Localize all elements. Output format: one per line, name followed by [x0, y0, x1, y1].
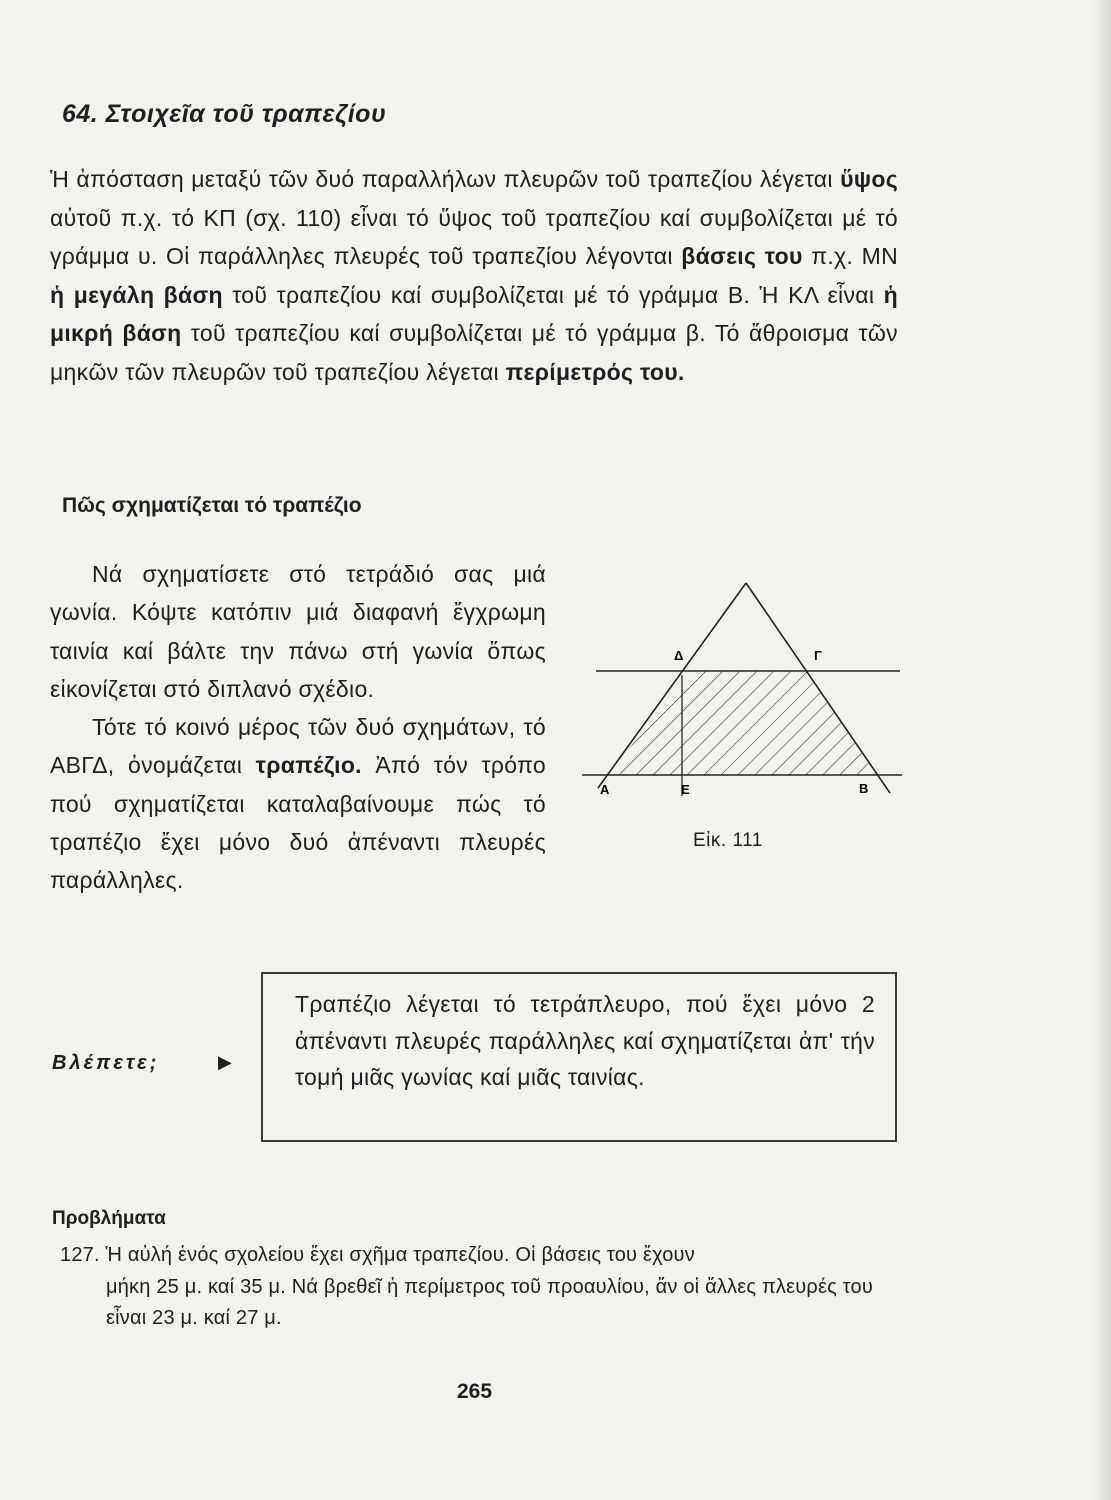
problem-127	[60, 1240, 908, 1335]
formation-heading: Πῶς σχηματίζεται τό τραπέζιο	[62, 494, 362, 517]
trapezium-shaded-region	[608, 671, 876, 775]
section-title: Στοιχεῖα τοῦ τραπεζίου	[105, 100, 387, 128]
figure-caption: Εἰκ. 111	[693, 830, 763, 851]
formation-p2-text-a: Τότε τό κοινό μέρος τῶν δυό σχημάτων, τό ΑΒΓΔ, ὀνομάζεται	[50, 714, 546, 779]
page-edge-shadow	[1093, 0, 1111, 1500]
definition-box	[261, 972, 897, 1142]
see-arrow-icon: ▶	[218, 1052, 232, 1072]
problem-127-line-1: 127. Ἡ αὐλή ἑνός σχολείου ἔχει σχῆμα τραπεζίου. Οἱ βάσεις του ἔχουν	[60, 1244, 695, 1266]
problem-127-rest: μήκη 25 μ. καί 35 μ. Νά βρεθεῖ ἡ περίμετρος τοῦ προαυλίου, ἄν οἱ ἄλλες πλευρές του εἶναι 23 μ. καί 27 μ.	[106, 1275, 873, 1329]
intro-text-2: αὐτοῦ π.χ. τό ΚΠ (σχ. 110) εἶναι τό ὕψος τοῦ τραπεζίου καί συμβολίζεται μέ τό γράμμα υ. Οἱ παράλληλες πλευρές τοῦ τραπεζίου λέγονται	[50, 204, 898, 269]
page-number: 265	[457, 1380, 493, 1403]
section-number: 64.	[62, 100, 99, 128]
label-G: Γ	[814, 648, 822, 663]
problems-title: Προβλήματα	[52, 1208, 166, 1229]
intro-text-5: τοῦ τραπεζίου καί συμβολίζεται μέ τό γράμμα β. Τό ἄθροισμα τῶν μηκῶν τῶν πλευρῶν τοῦ τραπεζίου λέγεται	[50, 320, 898, 385]
intro-text-4: τοῦ τραπεζίου καί συμβολίζεται μέ τό γράμμα Β. Ἡ ΚΛ εἶναι	[222, 281, 884, 308]
label-A: Α	[600, 782, 610, 797]
definition-text: Τραπέζιο λέγεται τό τετράπλευρο, πού ἔχει μόνο 2 ἀπέναντι πλευρές παράλληλες καί σχηματίζεται ἀπ' τήν τομή μιᾶς γωνίας καί μιᾶς ταινίας.	[295, 991, 875, 1090]
formation-paragraph-1: Νά σχηματίσετε στό τετράδιό σας μιά γωνία. Κόψτε κατόπιν μιά διαφανή ἔγχρωμη ταινία καί βάλτε την πάνω στή γωνία ὅπως εἰκονίζεται στό διπλανό σχέδιο.	[50, 561, 546, 702]
term-perimeter: περίμετρός του.	[505, 358, 685, 385]
section-heading	[62, 100, 386, 129]
term-large-base: ἡ μεγάλη βάση	[50, 281, 223, 308]
intro-text-3: π.χ. ΜΝ	[802, 243, 898, 269]
term-small-base: ἡ μικρή βάση	[50, 281, 898, 346]
intro-text-1: Ἡ ἀπόσταση μεταξύ τῶν δυό παραλλήλων πλευρῶν τοῦ τραπεζίου λέγεται	[50, 166, 841, 192]
label-D: Δ	[674, 648, 684, 663]
term-trapezium: τραπέζιο.	[255, 752, 362, 779]
term-height: ὕψος	[840, 166, 898, 192]
formation-paragraph-2	[50, 708, 546, 899]
term-bases: βάσεις του	[681, 243, 803, 269]
formation-text	[50, 555, 546, 900]
label-E: Ε	[681, 782, 690, 797]
see-label: Βλέπετε;	[52, 1052, 160, 1074]
intro-paragraph	[50, 160, 898, 391]
formation-p2-text-c: Ἀπό τόν τρόπο πού σχηματίζεται καταλαβαίνουμε πώς τό τραπέζιο ἔχει μόνο δυό ἀπέναντι πλευρές παράλληλες.	[50, 752, 546, 894]
trapezium-figure	[578, 578, 908, 808]
label-B: Β	[859, 781, 869, 796]
